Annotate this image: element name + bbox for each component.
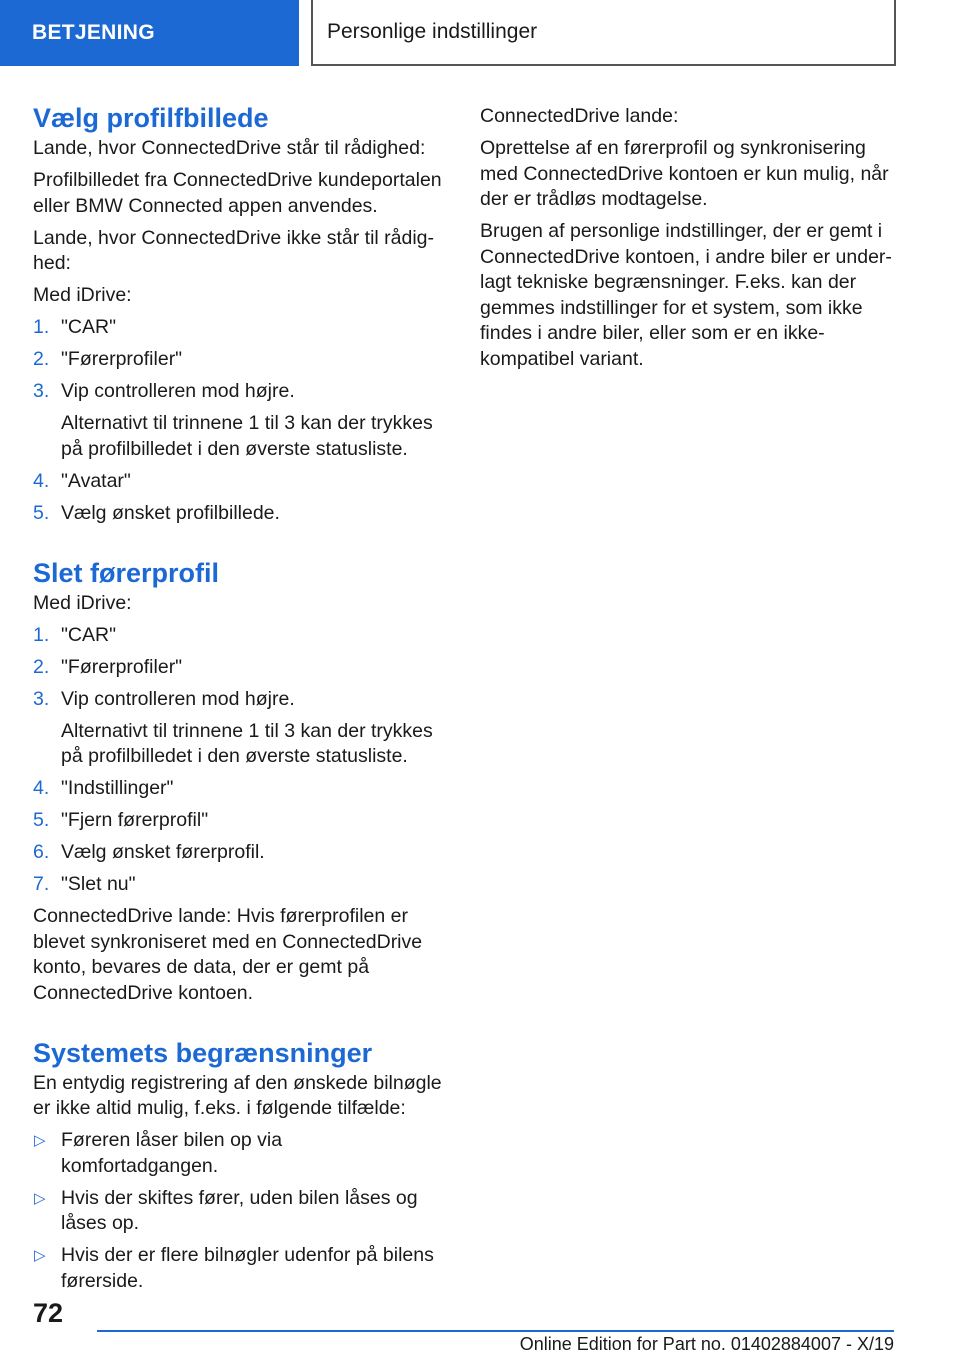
paragraph: Med iDrive:: [33, 591, 132, 614]
page-header: [0, 0, 960, 66]
step-number: 3.: [33, 687, 50, 710]
step-number: 1.: [33, 316, 50, 338]
step-text: Vælg ønsket profilbillede.: [61, 501, 280, 524]
footer-divider: [97, 1330, 894, 1332]
paragraph: Oprettelse af en førerprofil og synkronisering med ConnectedDrive kontoen er kun mulig, når der er trådløs modtagelse.: [480, 137, 889, 210]
paragraph: ConnectedDrive lande: Hvis førerprofilen er blevet synkroniseret med en ConnectedDrive konto, bevares de data, der er gemt på ConnectedDrive kontoen.: [33, 905, 423, 1004]
step-number: 2.: [33, 655, 50, 678]
step-list: [33, 315, 443, 526]
step-number: 7.: [33, 873, 50, 895]
heading-delete-driver-profile: Slet førerprofil: [33, 557, 220, 588]
section-title: Personlige indstillinger: [311, 0, 896, 66]
list-item: [33, 1128, 443, 1179]
step-number: 1.: [33, 623, 50, 646]
list-item: [33, 1243, 443, 1294]
step-list: [33, 623, 443, 898]
chapter-tab: BETJENING: [0, 0, 299, 66]
step-text: Vip controlleren mod højre.: [61, 380, 295, 402]
step-text: "Slet nu": [61, 873, 136, 895]
list-item: [33, 379, 443, 462]
paragraph: Profilbilledet fra ConnectedDrive kundeportalen eller BMW Connected appen anvendes.: [33, 169, 442, 217]
list-item: [33, 655, 443, 681]
step-number: 5.: [33, 501, 50, 524]
step-number: 2.: [33, 348, 50, 370]
paragraph: En entydig registrering af den ønskede bilnøgle er ikke altid mulig, f.eks. i følgende tilfælde:: [33, 1071, 442, 1119]
list-item: [33, 1186, 443, 1237]
step-text: "Indstillinger": [61, 777, 174, 799]
step-number: 3.: [33, 380, 50, 402]
list-item: [33, 687, 443, 770]
bullet-text: Hvis der skiftes fører, uden bilen låses og låses op.: [61, 1186, 418, 1234]
step-note: Alternativt til trinnene 1 til 3 kan der trykkes på profilbilledet i den øverste statusliste.: [61, 412, 433, 460]
left-column: [33, 100, 443, 1301]
step-text: "Fjern førerprofil": [61, 809, 209, 831]
list-item: [33, 347, 443, 373]
paragraph: Lande, hvor ConnectedDrive står til rådighed:: [33, 137, 426, 159]
paragraph: Lande, hvor ConnectedDrive ikke står til rådighed:: [33, 226, 435, 274]
paragraph: Brugen af personlige indstillinger, der er gemt i ConnectedDrive kontoen, i andre biler er underlagt tekniske begrænsninger. F.eks. kan der gemmes indstillinger for et system, som ikke findes i andre biler, eller som er en ikke-kompatibel variant.: [480, 220, 892, 370]
right-column: [480, 104, 895, 379]
paragraph: Med iDrive:: [33, 284, 132, 306]
step-text: "Førerprofiler": [61, 348, 183, 370]
step-number: 4.: [33, 469, 50, 492]
triangle-bullet-icon: ▷: [34, 1247, 46, 1264]
bullet-text: Føreren låser bilen op via komfortadgangen.: [61, 1129, 283, 1177]
bullet-text: Hvis der er flere bilnøgler udenfor på bilens førerside.: [61, 1244, 434, 1292]
step-number: 5.: [33, 809, 50, 831]
triangle-bullet-icon: ▷: [34, 1189, 46, 1207]
bullet-list: [33, 1128, 443, 1294]
triangle-bullet-icon: ▷: [34, 1132, 46, 1149]
step-number: 4.: [33, 777, 50, 799]
list-item: [33, 808, 443, 834]
step-text: Vip controlleren mod højre.: [61, 687, 295, 710]
paragraph: ConnectedDrive lande:: [480, 105, 679, 127]
step-text: "Avatar": [61, 469, 131, 492]
list-item: [33, 840, 443, 866]
step-text: "CAR": [61, 623, 117, 646]
page-number: 72: [33, 1298, 64, 1328]
step-text: "CAR": [61, 316, 117, 338]
list-item: [33, 776, 443, 802]
list-item: [33, 501, 443, 527]
step-text: Vælg ønsket førerprofil.: [61, 841, 265, 863]
list-item: [33, 469, 443, 495]
heading-system-limits: Systemets begrænsninger: [33, 1037, 373, 1068]
list-item: [33, 623, 443, 649]
step-note: Alternativt til trinnene 1 til 3 kan der trykkes på profilbilledet i den øverste statusliste.: [61, 719, 433, 767]
step-text: "Førerprofiler": [61, 655, 183, 678]
list-item: [33, 872, 443, 898]
footer-edition: Online Edition for Part no. 01402884007 - X/19: [519, 1334, 894, 1354]
step-number: 6.: [33, 841, 50, 863]
heading-choose-profile-picture: Vælg profilfbillede: [33, 103, 269, 133]
list-item: [33, 315, 443, 341]
